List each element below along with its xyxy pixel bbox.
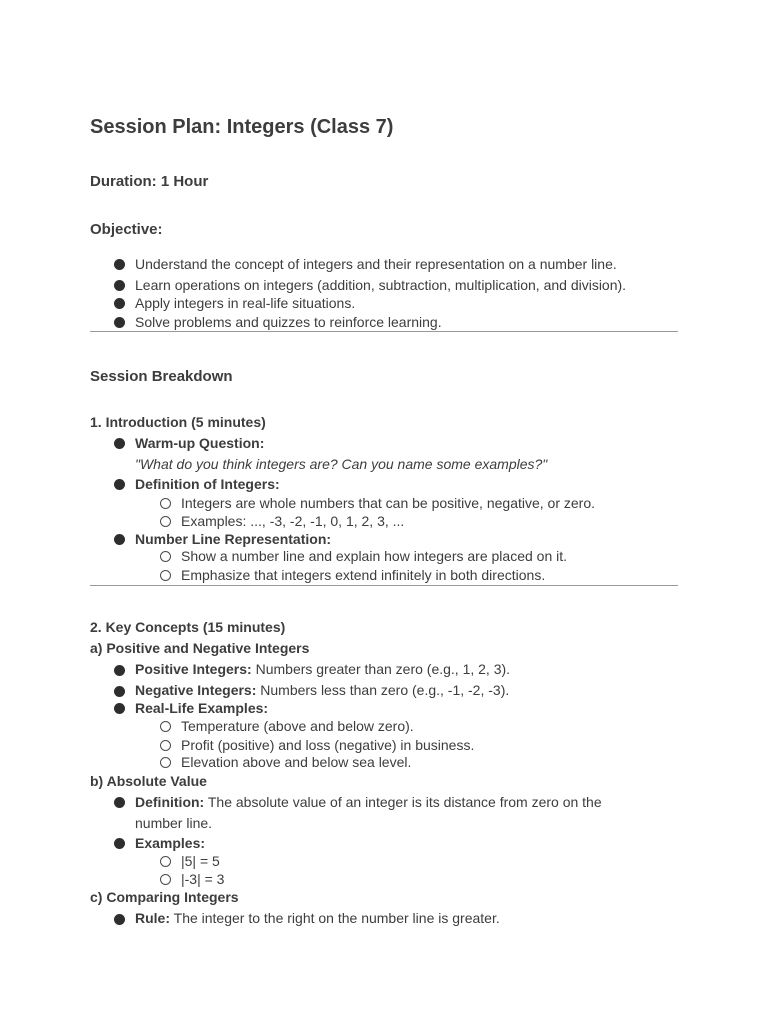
objective-item: Apply integers in real-life situations. — [135, 295, 356, 311]
real-life-item: Elevation above and below sea level. — [181, 754, 412, 770]
circle-bullet-icon — [160, 740, 171, 751]
objective-item: Solve problems and quizzes to reinforce learning. — [135, 314, 442, 330]
comparing-rule-text: The integer to the right on the number line is greater. — [170, 910, 500, 926]
circle-bullet-icon — [160, 874, 171, 885]
introduction-heading: 1. Introduction (5 minutes) — [90, 414, 266, 430]
bullet-icon — [114, 317, 125, 328]
bullet-icon — [114, 686, 125, 697]
circle-bullet-icon — [160, 721, 171, 732]
real-life-item: Temperature (above and below zero). — [181, 718, 414, 734]
circle-bullet-icon — [160, 856, 171, 867]
bullet-icon — [114, 280, 125, 291]
section-b-heading: b) Absolute Value — [90, 773, 207, 789]
bullet-icon — [114, 479, 125, 490]
objective-item: Learn operations on integers (addition, subtraction, multiplication, and division). — [135, 277, 627, 293]
absolute-definition-text-continued: number line. — [135, 815, 213, 831]
section-c-heading: c) Comparing Integers — [90, 889, 239, 905]
negative-integers-label: Negative Integers: — [135, 682, 257, 698]
bullet-icon — [114, 534, 125, 545]
bullet-icon — [114, 438, 125, 449]
number-line-item: Show a number line and explain how integers are placed on it. — [181, 548, 568, 564]
absolute-definition-label: Definition: — [135, 794, 205, 810]
absolute-definition-text: The absolute value of an integer is its distance from zero on the — [204, 794, 602, 810]
bullet-icon — [114, 259, 125, 270]
absolute-definition-item — [135, 793, 602, 811]
positive-integers-text: Numbers greater than zero (e.g., 1, 2, 3). — [251, 661, 511, 677]
number-line-label: Number Line Representation: — [135, 531, 332, 547]
page-title: Session Plan: Integers (Class 7) — [90, 116, 394, 138]
real-life-item: Profit (positive) and loss (negative) in business. — [181, 737, 475, 753]
objective-item: Understand the concept of integers and their representation on a number line. — [135, 256, 617, 272]
bullet-icon — [114, 838, 125, 849]
negative-integers-item — [135, 681, 509, 699]
circle-bullet-icon — [160, 570, 171, 581]
bullet-icon — [114, 703, 125, 714]
absolute-example-item: |5| = 5 — [181, 853, 220, 869]
comparing-rule-label: Rule: — [135, 910, 170, 926]
session-breakdown-heading: Session Breakdown — [90, 368, 233, 385]
bullet-icon — [114, 914, 125, 925]
number-line-item: Emphasize that integers extend infinitely in both directions. — [181, 567, 546, 583]
circle-bullet-icon — [160, 551, 171, 562]
examples-label: Examples: — [135, 835, 206, 851]
warmup-question: "What do you think integers are? Can you name some examples?" — [135, 456, 548, 472]
definition-item: Integers are whole numbers that can be positive, negative, or zero. — [181, 495, 596, 511]
circle-bullet-icon — [160, 516, 171, 527]
divider — [90, 585, 678, 586]
key-concepts-heading: 2. Key Concepts (15 minutes) — [90, 619, 286, 635]
real-life-label: Real-Life Examples: — [135, 700, 269, 716]
absolute-example-item: |-3| = 3 — [181, 871, 225, 887]
circle-bullet-icon — [160, 757, 171, 768]
objective-heading: Objective: — [90, 221, 163, 238]
divider — [90, 331, 678, 332]
positive-integers-item — [135, 660, 510, 678]
comparing-rule-item — [135, 909, 500, 927]
bullet-icon — [114, 665, 125, 676]
circle-bullet-icon — [160, 498, 171, 509]
negative-integers-text: Numbers less than zero (e.g., -1, -2, -3). — [256, 682, 510, 698]
definition-item: Examples: ..., -3, -2, -1, 0, 1, 2, 3, ... — [181, 513, 405, 529]
positive-integers-label: Positive Integers: — [135, 661, 252, 677]
bullet-icon — [114, 797, 125, 808]
warmup-label: Warm-up Question: — [135, 435, 265, 451]
duration-heading: Duration: 1 Hour — [90, 173, 209, 190]
section-a-heading: a) Positive and Negative Integers — [90, 640, 310, 656]
bullet-icon — [114, 298, 125, 309]
definition-label: Definition of Integers: — [135, 476, 280, 492]
